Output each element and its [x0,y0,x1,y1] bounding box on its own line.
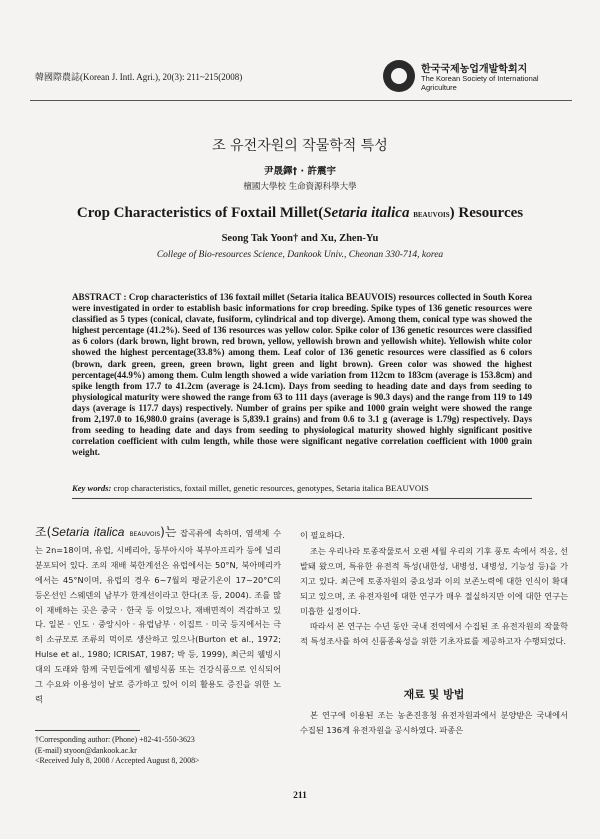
society-logo-block [383,58,573,94]
authors-english: Seong Tak Yoon† and Xu, Zhen-Yu [221,233,379,244]
methods-paragraph: 본 연구에 이용된 조는 농촌진흥청 유전자원과에서 분양받은 국내에서 수집된 136계 유전자원을 공시하였다. 파종은 [300,710,568,735]
footnotes [35,735,285,767]
right-paragraph-2: 조는 우리나라 토종작물로서 오랜 세월 우리의 기후 풍토 속에서 적응, 선발돼 왔으며, 특유한 유전적 특성(내한성, 내병성, 내병성, 기능성 등)을 가지고 있다. 최근에 토종자원의 중요성과 이의 보존노력에 대한 인식이 확대되고 있으며, 조 유전자원에 대한 연구가 매우 절실하지만 이에 대한 연구는 미흡한 실정이다. [300,545,568,616]
right-paragraph-1: 이 필요하다. [300,530,345,540]
footnote-email: (E-mail) styoon@dankook.ac.kr [35,745,137,755]
title-english [0,205,600,222]
title-english-authority: BEAUVOIS [413,211,450,219]
title-korean: 조 유전자원의 작물학적 특성 [212,138,388,154]
title-english-suffix: ) Resources [449,205,524,221]
footnote-received: <Received July 8, 2008 / Accepted August 8, 2008> [35,756,200,765]
journal-citation: 韓國際農誌(Korean J. Intl. Agri.), 20(3): 211~215(2008) [35,72,243,82]
keywords-list: crop characteristics, foxtail millet, genetic resources, genotypes, Setaria italica BEAUVOIS [113,483,429,493]
society-name-korean: 한국국제농업개발학회지 [421,64,528,75]
affiliation-korean: 檀國大學校 生命資源科學大學 [243,182,357,192]
keywords [72,483,532,493]
intro-paragraph [35,525,281,707]
body-right-column [300,528,568,649]
intro-text: 잡곡류에 속하며, 염색체 수는 2n=18이며, 유럽, 시베리아, 동부아시아 북부아프리카 등에 널리 분포되어 있다. 조의 재배 북한계선은 유럽에서는 50°N, 북아메리카에서는 45°N이며, 유럽의 경우 6~7월의 평균기온이 17~20°C의 등온선인 스웨덴의 남부가 한계선이라고 한다(조 등, 2004). 조를 많이 재배하는 곳은 중국 · 한국 등 이었으나, 재배면적이 격감하고 있다. 일본 · 인도 · 중앙시아 · 유럽남부 · 이집트 · 미국 등지에서는 극히 소규모로 조류의 먹이로 생산하고 있으나(Burton et al., 1972; Hulse et al., 1980; ICRISAT, 1987; 박 등, 1999), 최근의 웰빙시대의 도래와 함께 국민들에게 웰빙식품 또는 건강식품으로 인식되어 그 수요와 이용성이 날로 증가하고 있어 이의 활용도 증진을 위한 노력 [35,528,281,704]
keywords-label: Key words: [72,483,112,493]
footnote-corresponding: †Corresponding author: (Phone) +82-41-550-3623 [35,735,195,744]
title-english-species: Setaria italica [323,205,410,221]
intro-authority: BEAUVOIS [129,531,161,538]
section-heading-materials-methods: 재료 및 방법 [403,688,465,701]
page-number: 211 [293,791,307,801]
society-name-english: The Korean Society of International Agriculture [421,74,539,92]
footnote-divider [35,730,140,731]
affiliation-english: College of Bio-resources Science, Dankook Univ., Cheonan 330-714, korea [156,250,444,260]
intro-lead: 조(Setaria italica BEAUVOIS)는 [35,525,177,539]
intro-species: Setaria italica [51,525,125,539]
body-right-column-methods [300,708,568,738]
keywords-divider [72,498,532,499]
society-emblem-icon [383,60,415,92]
title-english-prefix: Crop Characteristics of Foxtail Millet( [76,205,324,221]
body-left-column [35,525,281,707]
header-divider [30,100,572,101]
right-paragraph-3: 따라서 본 연구는 수년 동안 국내 전역에서 수집된 조 유전자원의 작물학적 특성조사를 하여 신품종육성을 위한 기초자료를 제공하고자 수행되었다. [300,621,568,647]
abstract: ABSTRACT : Crop characteristics of 136 foxtail millet (Setaria italica BEAUVOIS) resources collected in South Korea were investigated in order to establish basic informations for crop breeding. Spike types of 136 genetic resources were classified as 5 types (conical, clavate, fusiform, cylindrical and top diverge). Among them, conical type was showed the highest percentage (41.2%). Seed of 136 resources was yellow color. Spike color of 136 genetic resources were classified as 6 colors (dark brown, light brown, red brown, yellow, yellowish brown and yellowish white). Yellowish white color showed the highest percentage(33.8%) among them. Leaf color of 136 genetic resources were classified as 6 colors (brown, dark green, green, green brown, light green and light brown). Green color was showed the highest percentage(44.9%) among them. Culm length showed a wide variation from 112cm to 183cm (average is 153.8cm) and spike length from 17.7 to 41.2cm (average is 24.1cm). Days from seeding to heading date and days from seeding to physiological maturity were showed the range from 63 to 111 days (average is 90.3 days) and the range from 119 to 149 days (average is 117.7 days) respectively. Number of grains per spike and 1000 grain weight were showed the range from 2,197.0 to 16,980.0 grains (average is 5,839.1 grains) and from 0.6 to 3.1 g (average is 1.79g) respectively. Days from seeding to heading date and days from seeding to physiological maturity showed highly significant positive correlation coefficient with culm length, while those were significant negative correlation coefficient with 1000 grain weight. [72,292,532,458]
authors-korean: 尹晟鐸† · 許震宇 [264,166,336,177]
